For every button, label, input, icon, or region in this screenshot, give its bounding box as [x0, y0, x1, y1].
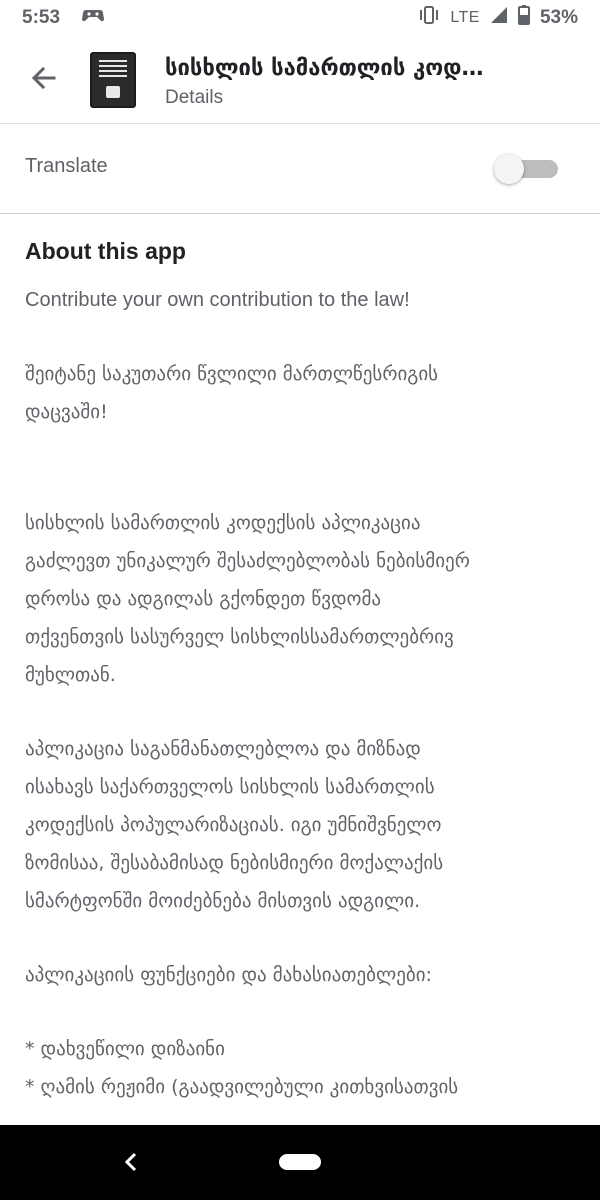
description-line: სისხლის სამართლის კოდექსის აპლიკაცია — [25, 512, 421, 534]
about-intro: Contribute your own contribution to the law! — [25, 289, 410, 311]
translate-row[interactable] — [0, 124, 600, 214]
nav-back-button[interactable] — [118, 1149, 144, 1175]
back-arrow-icon — [30, 64, 58, 92]
description-line: კოდექსის პოპულარიზაციას. იგი უმნიშვნელო — [25, 814, 442, 836]
battery-icon — [518, 5, 530, 31]
description-line: ზომისაა, შესაბამისად ნებისმიერი მოქალაქის — [25, 852, 444, 874]
status-left — [22, 6, 104, 30]
toggle-thumb — [494, 154, 524, 184]
description-line: აპლიკაცია საგანმანათლებლოა და მიზნად — [25, 738, 421, 760]
app-title: სისხლის სამართლის კოდ… — [165, 56, 484, 81]
status-time: 5:53 — [22, 7, 61, 28]
feature-item: * ღამის რეჟიმი (გაადვილებული კითხვისათვის — [25, 1076, 459, 1098]
status-right — [418, 5, 578, 31]
network-type: LTE — [450, 9, 480, 26]
translate-label: Translate — [25, 155, 108, 177]
description-line: შეიტანე საკუთარი წვლილი მართლწესრიგის — [25, 363, 439, 385]
battery-percentage: 53% — [539, 7, 578, 28]
app-subtitle: Details — [165, 87, 224, 108]
description-line: დროსა და ადგილას გქონდეთ წვდომა — [25, 588, 382, 610]
nav-home-pill[interactable] — [279, 1154, 321, 1170]
about-heading: About this app — [25, 238, 186, 264]
translate-toggle[interactable] — [494, 154, 560, 184]
app-bar — [0, 36, 600, 124]
description-line: სმარტფონში მოიძებნება მისთვის ადგილი. — [25, 890, 421, 912]
nav-back-icon — [123, 1152, 139, 1172]
description-line: გაძლევთ უნიკალურ შესაძლებლობას ნებისმიერ — [25, 550, 470, 572]
description-line: ისახავს საქართველოს სისხლის სამართლის — [25, 776, 435, 798]
description-line: დაცვაში! — [25, 401, 108, 423]
back-button[interactable] — [24, 58, 64, 98]
game-controller-icon — [82, 6, 104, 30]
status-bar — [0, 0, 600, 36]
about-section — [25, 238, 580, 1106]
features-heading: აპლიკაციის ფუნქციები და მახასიათებლები: — [25, 964, 432, 986]
signal-icon — [490, 6, 508, 30]
description-line: მუხლთან. — [25, 664, 116, 686]
app-book-icon — [90, 52, 136, 108]
description-line: თქვენთვის სასურველ სისხლისსამართლებრივ — [25, 626, 454, 648]
navigation-bar — [0, 1125, 600, 1200]
vibrate-icon — [418, 5, 440, 31]
feature-item: * დახვეწილი დიზაინი — [25, 1038, 225, 1060]
